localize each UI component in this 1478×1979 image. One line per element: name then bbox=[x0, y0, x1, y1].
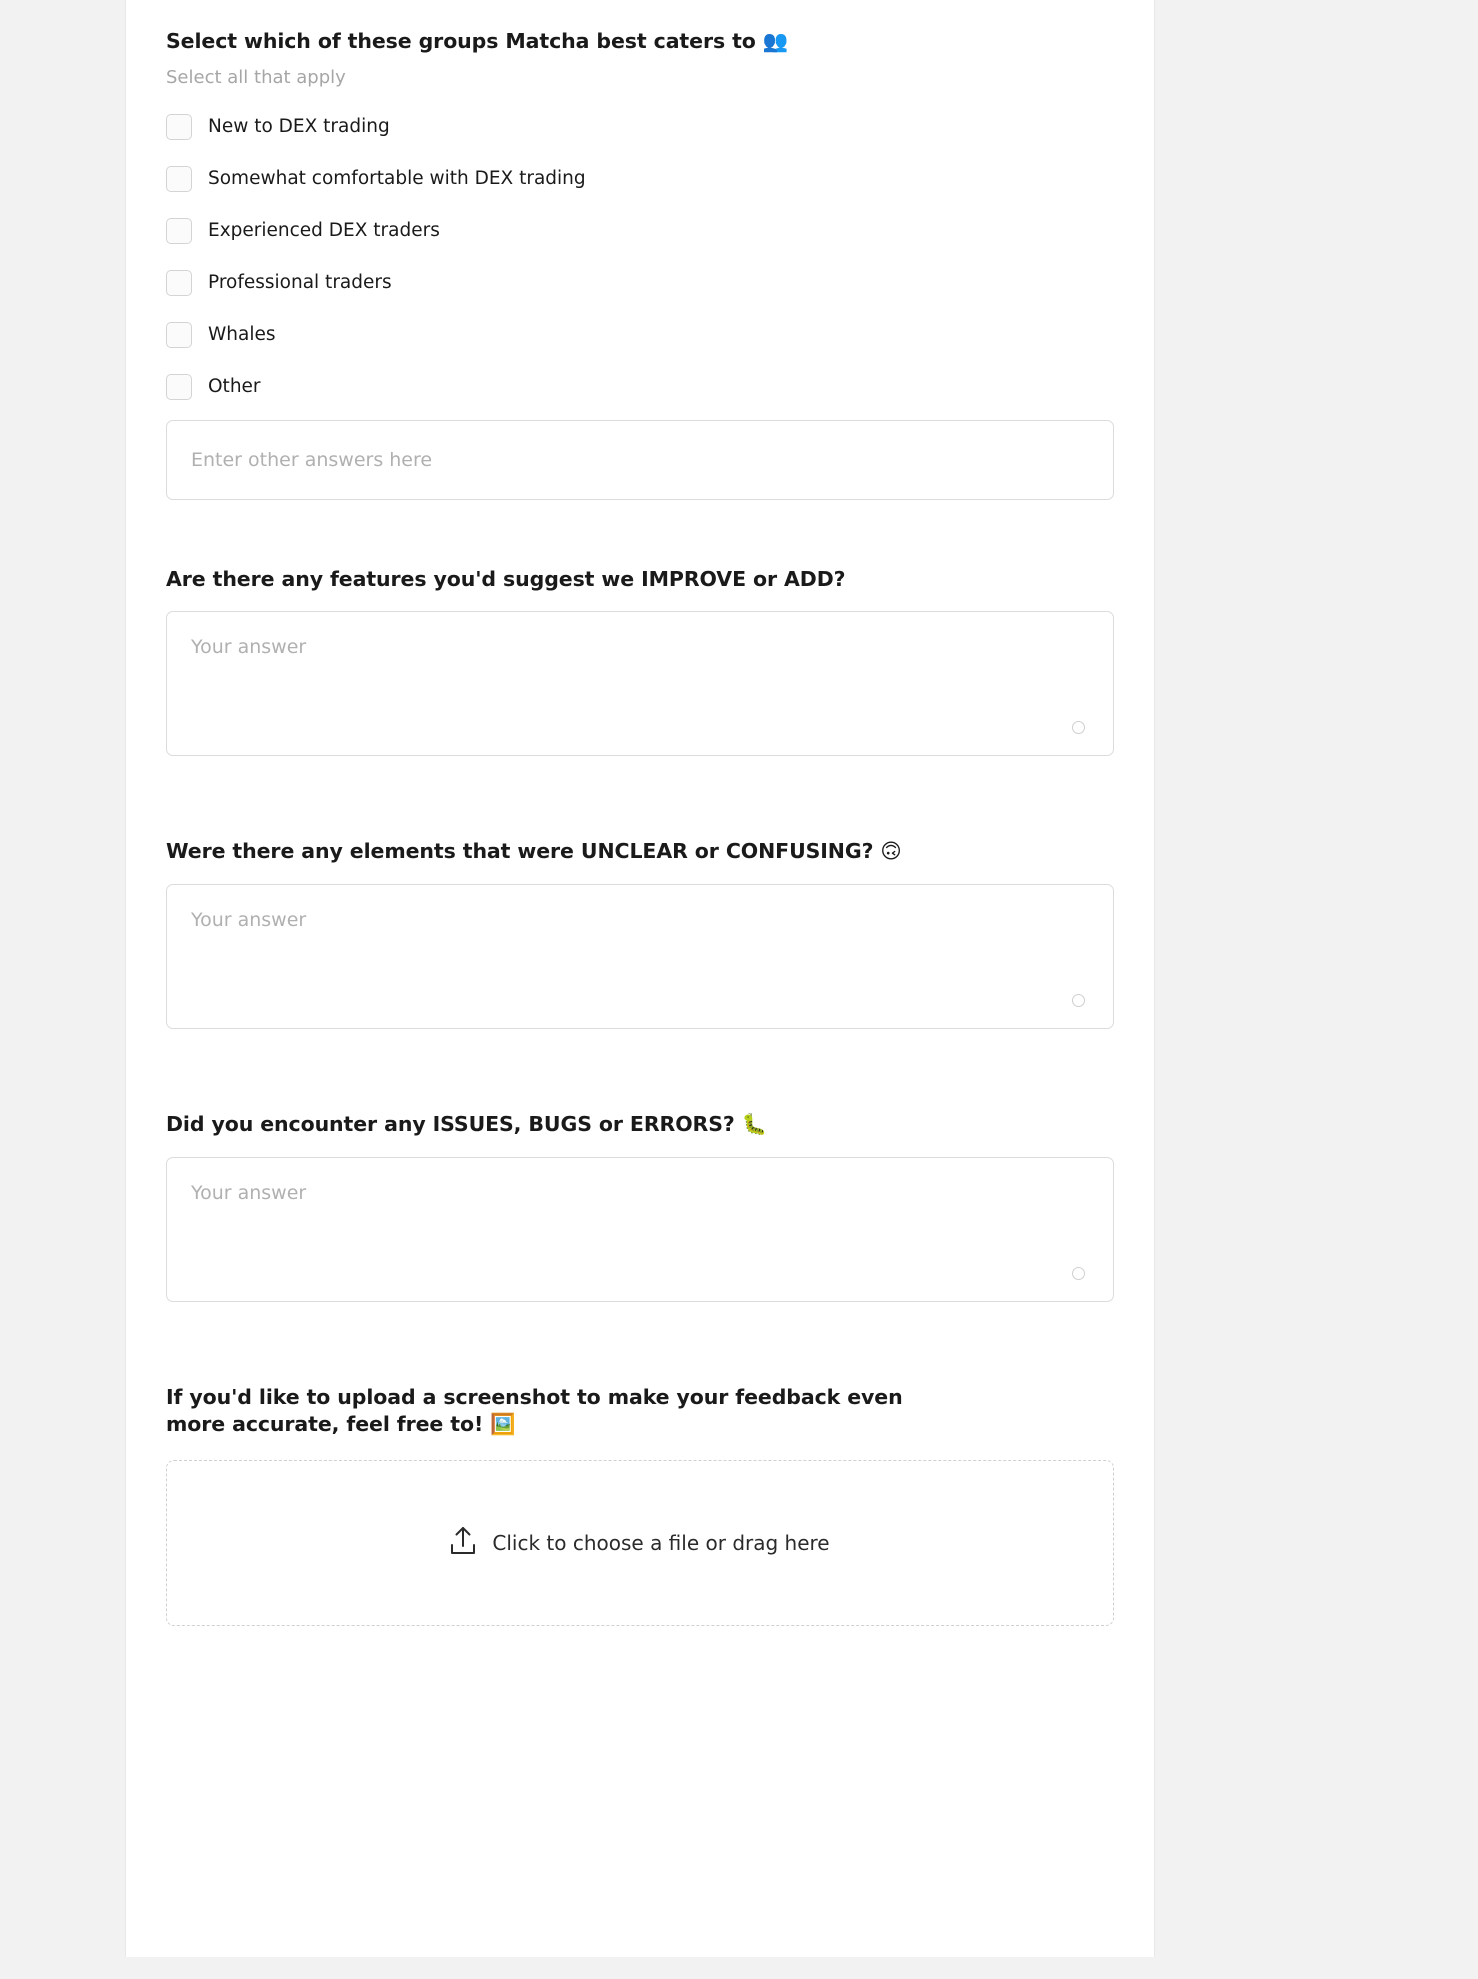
choice-label: Other bbox=[208, 376, 261, 398]
choice-new-to-dex[interactable] bbox=[166, 107, 1114, 148]
unclear-answer-textarea[interactable] bbox=[166, 884, 1114, 1029]
choice-label: Professional traders bbox=[208, 272, 392, 294]
file-dropzone[interactable] bbox=[166, 1460, 1114, 1626]
checkbox-group bbox=[166, 107, 1114, 408]
question-audience bbox=[166, 0, 1114, 500]
choice-other[interactable] bbox=[166, 367, 1114, 408]
checkbox-icon[interactable] bbox=[166, 218, 192, 244]
answer-field-wrapper bbox=[166, 884, 1114, 1029]
choice-professional-traders[interactable] bbox=[166, 263, 1114, 304]
question-screenshot-upload bbox=[166, 1384, 1114, 1626]
choice-somewhat-comfortable[interactable] bbox=[166, 159, 1114, 200]
question-title: Are there any features you'd suggest we IMPROVE or ADD? bbox=[166, 566, 846, 591]
question-title: Did you encounter any ISSUES, BUGS or ERRORS? 🐛 bbox=[166, 1112, 768, 1137]
choice-whales[interactable] bbox=[166, 315, 1114, 356]
question-unclear bbox=[166, 838, 1114, 1029]
choice-label: New to DEX trading bbox=[208, 116, 390, 138]
spacer bbox=[166, 756, 1114, 838]
checkbox-icon[interactable] bbox=[166, 166, 192, 192]
upload-icon bbox=[450, 1526, 476, 1560]
question-title: Were there any elements that were UNCLEAR or CONFUSING? 🙃 bbox=[166, 839, 902, 864]
question-improve bbox=[166, 566, 1114, 757]
checkbox-icon[interactable] bbox=[166, 270, 192, 296]
checkbox-icon[interactable] bbox=[166, 322, 192, 348]
checkbox-icon[interactable] bbox=[166, 114, 192, 140]
form-card bbox=[125, 0, 1155, 1957]
question-subtitle: Select all that apply bbox=[166, 66, 346, 88]
question-issues bbox=[166, 1111, 1114, 1302]
choice-label: Experienced DEX traders bbox=[208, 220, 440, 242]
spacer bbox=[166, 500, 1114, 566]
question-title: If you'd like to upload a screenshot to make your feedback even more accurate, feel free to! 🖼️ bbox=[166, 1384, 903, 1437]
dropzone-content bbox=[450, 1526, 829, 1560]
choice-label: Somewhat comfortable with DEX trading bbox=[208, 168, 586, 190]
answer-field-wrapper bbox=[166, 611, 1114, 756]
issues-answer-textarea[interactable] bbox=[166, 1157, 1114, 1302]
answer-field-wrapper bbox=[166, 1157, 1114, 1302]
improve-answer-textarea[interactable] bbox=[166, 611, 1114, 756]
question-title: Select which of these groups Matcha best caters to 👥 bbox=[166, 29, 789, 53]
choice-experienced-dex-traders[interactable] bbox=[166, 211, 1114, 252]
spacer bbox=[166, 1029, 1114, 1111]
spacer bbox=[166, 1302, 1114, 1384]
dropzone-label: Click to choose a file or drag here bbox=[492, 1531, 830, 1556]
other-answer-input[interactable] bbox=[166, 420, 1114, 500]
checkbox-icon[interactable] bbox=[166, 374, 192, 400]
choice-label: Whales bbox=[208, 324, 276, 346]
